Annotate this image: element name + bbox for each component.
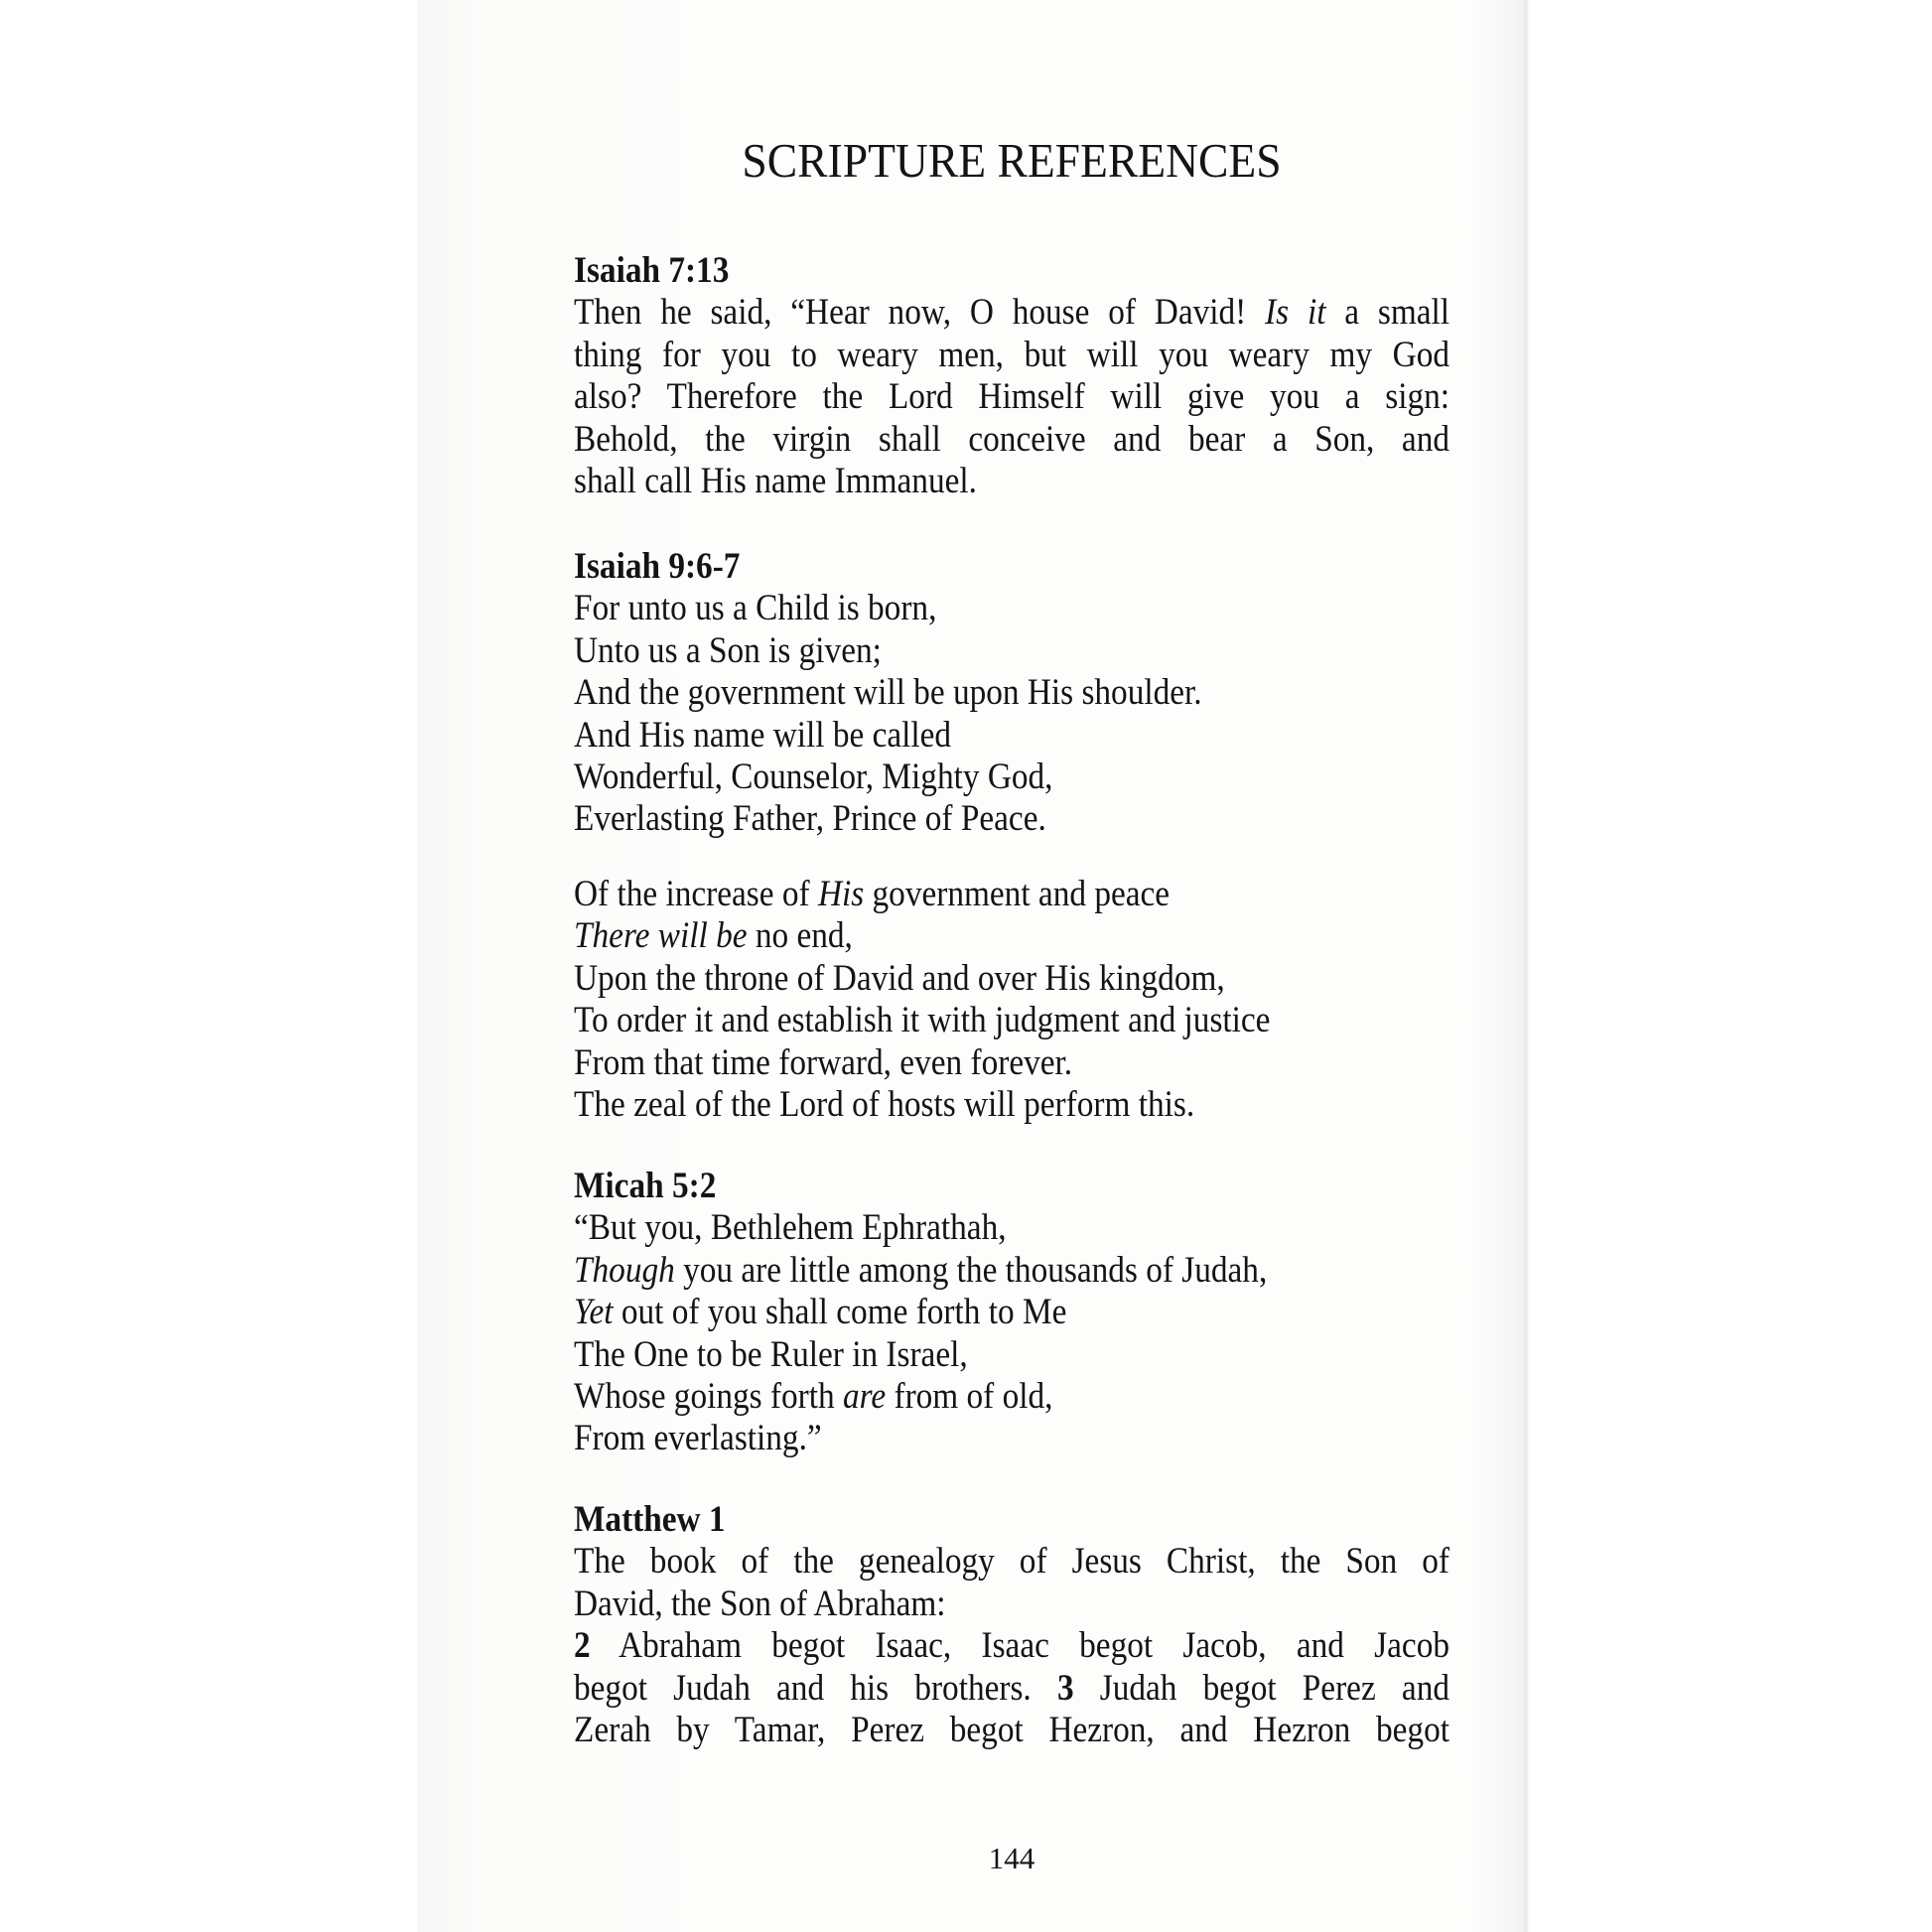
text-run: Of the increase of	[574, 874, 818, 914]
passage-line	[574, 419, 1449, 461]
poem-line	[574, 1084, 1362, 1126]
text-run: The One to be Ruler in Israel,	[574, 1333, 968, 1375]
text-run: Zerah by Tamar, Perez begot Hezron, and Hezron begot	[574, 1710, 1449, 1751]
italic-run: Yet	[574, 1292, 614, 1333]
text-run: And His name will be called	[574, 714, 952, 756]
passage-line	[574, 1584, 1362, 1625]
text-run: “But you, Bethlehem Ephrathah,	[574, 1207, 1007, 1249]
poem-line	[574, 1000, 1362, 1041]
text-run: out of you shall come forth to Me	[613, 1292, 1067, 1333]
passage-line	[574, 376, 1449, 418]
poem-line	[574, 672, 1362, 714]
text-run: a small	[1325, 292, 1449, 334]
text-run: thing for you to weary men, but will you weary my God	[574, 334, 1449, 375]
poem-line	[574, 588, 1362, 629]
poem-line	[574, 630, 1362, 672]
reference-heading: Matthew 1	[574, 1499, 726, 1540]
section-matthew-1	[574, 1499, 1449, 1751]
text-run: you are little among the thousands of Judah,	[674, 1249, 1268, 1291]
poem-line	[574, 958, 1362, 1000]
text-run: government and peace	[864, 874, 1171, 914]
passage-line	[574, 1541, 1449, 1583]
italic-run: Though	[574, 1249, 675, 1291]
italic-run: are	[842, 1376, 887, 1418]
poem-line	[574, 757, 1362, 798]
poem-line	[574, 915, 1362, 957]
reference-heading: Isaiah 9:6-7	[574, 546, 741, 587]
text-run: begot Judah and his brothers.	[574, 1667, 1057, 1709]
italic-run: There will be	[574, 915, 748, 957]
page-number: 144	[988, 1841, 1035, 1875]
text-run: From that time forward, even forever.	[574, 1041, 1073, 1083]
text-run: Abraham begot Isaac, Isaac begot Jacob, and Jacob	[590, 1625, 1449, 1667]
passage-line	[574, 335, 1449, 376]
poem-line	[574, 798, 1362, 840]
text-run: Upon the throne of David and over His kingdom,	[574, 957, 1225, 999]
page-edge-shadow	[1524, 0, 1530, 1932]
text-run: To order it and establish it with judgment and justice	[574, 1000, 1271, 1041]
italic-run: His	[817, 874, 865, 914]
text-run: from of old,	[886, 1376, 1053, 1418]
poem-line	[574, 1250, 1362, 1292]
text-run: Then he said, “Hear now, O house of David!	[574, 292, 1266, 334]
section-isaiah-9-7-stanza	[574, 874, 1449, 1126]
poem-line	[574, 1042, 1362, 1084]
text-run: From everlasting.”	[574, 1418, 822, 1459]
page-title: SCRIPTURE REFERENCES	[742, 133, 1282, 188]
passage-line	[574, 1668, 1449, 1710]
poem-line	[574, 1292, 1362, 1333]
text-run: Everlasting Father, Prince of Peace.	[574, 798, 1046, 840]
text-run: Wonderful, Counselor, Mighty God,	[574, 757, 1053, 798]
text-run: And the government will be upon His shoulder.	[574, 672, 1202, 714]
reference-heading: Isaiah 7:13	[574, 250, 730, 291]
passage-line	[574, 1625, 1449, 1667]
poem-line	[574, 715, 1362, 757]
poem-line	[574, 874, 1362, 915]
passage-line	[574, 1710, 1449, 1751]
verse-number: 3	[1056, 1667, 1074, 1709]
poem-line	[574, 1376, 1362, 1418]
text-run: no end,	[747, 915, 853, 957]
reference-heading: Micah 5:2	[574, 1166, 717, 1206]
text-run: The book of the genealogy of Jesus Christ, the Son of	[574, 1541, 1449, 1583]
text-run: David, the Son of Abraham:	[574, 1583, 946, 1624]
text-run: Behold, the virgin shall conceive and bear a Son, and	[574, 418, 1449, 460]
poem-line	[574, 1334, 1362, 1376]
passage-line	[574, 292, 1449, 334]
text-run: Judah begot Perez and	[1073, 1667, 1449, 1709]
text-run: Whose goings forth	[574, 1376, 843, 1418]
section-isaiah-9-6-7	[574, 546, 1449, 841]
poem-line	[574, 1207, 1362, 1249]
text-run: Unto us a Son is given;	[574, 629, 882, 671]
verse-number: 2	[574, 1625, 591, 1667]
section-micah-5-2	[574, 1166, 1449, 1460]
text-run: also? Therefore the Lord Himself will give you a sign:	[574, 376, 1449, 418]
passage-line	[574, 461, 1362, 502]
poem-line	[574, 1418, 1362, 1459]
text-run: The zeal of the Lord of hosts will perform this.	[574, 1084, 1195, 1126]
italic-run: Is it	[1265, 292, 1326, 334]
text-run: For unto us a Child is born,	[574, 588, 937, 629]
section-isaiah-7-13	[574, 250, 1449, 502]
text-run: shall call His name Immanuel.	[574, 461, 977, 502]
